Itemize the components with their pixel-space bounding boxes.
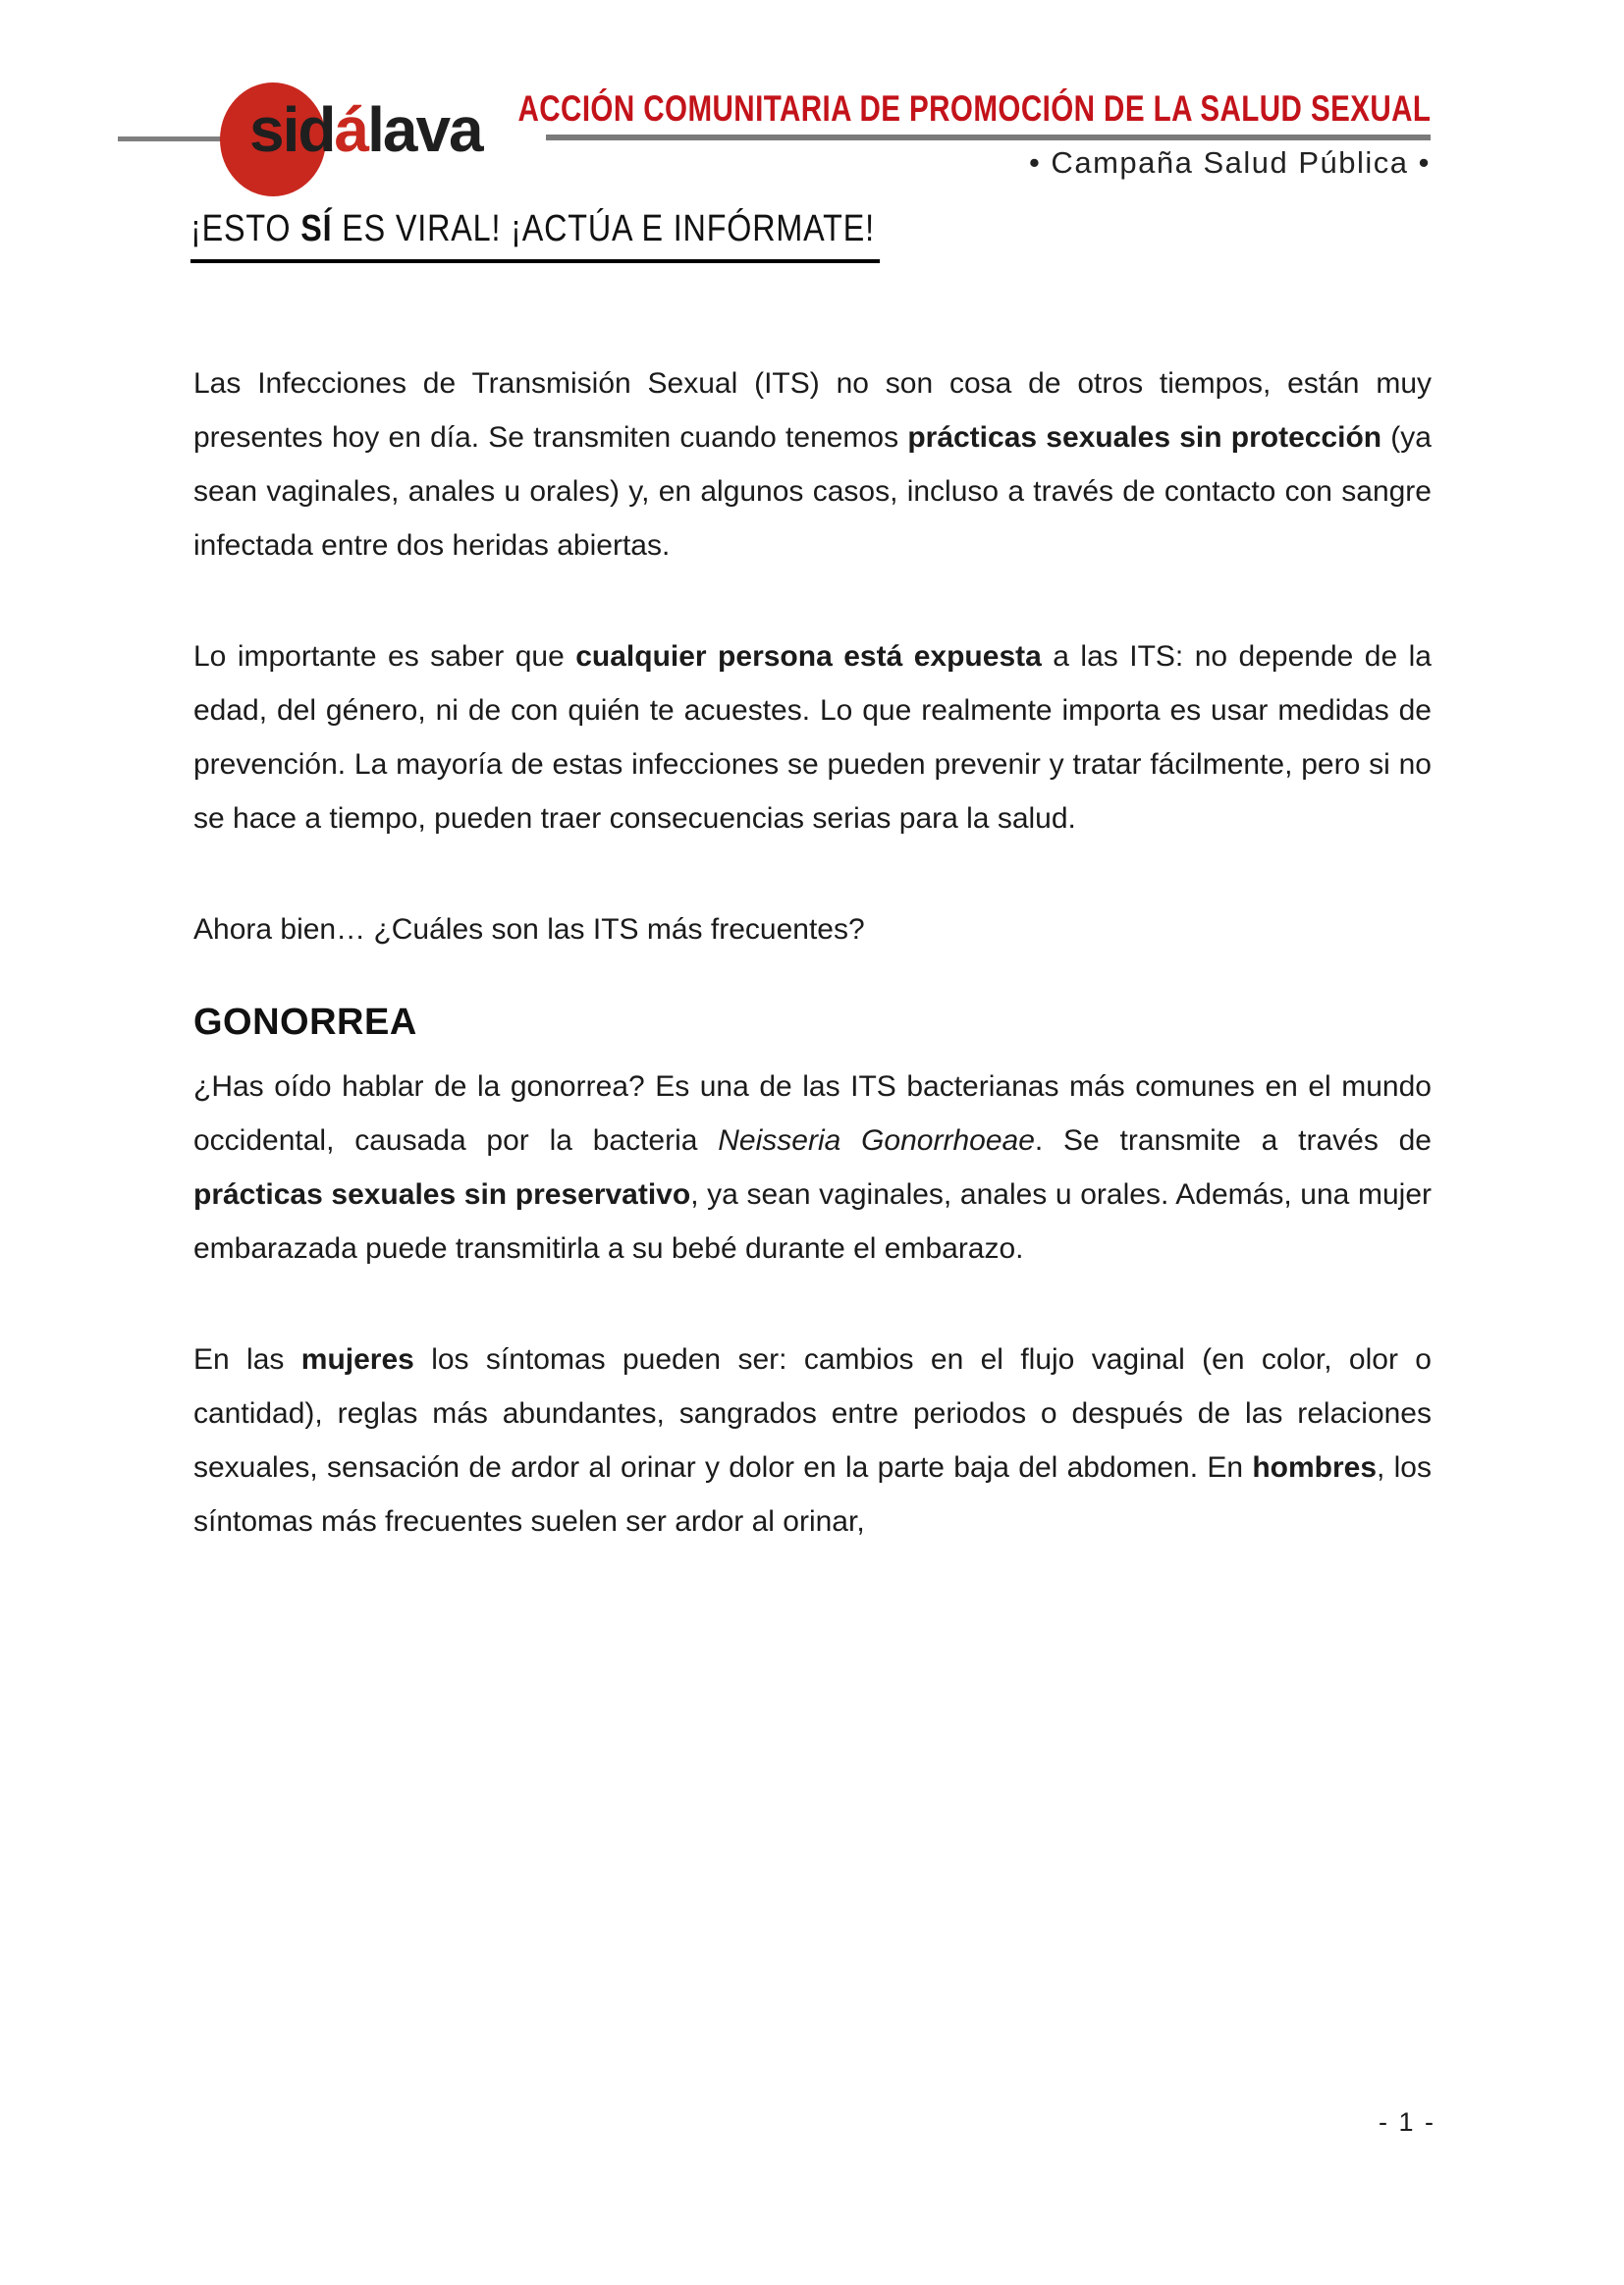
title-bold-segment: SÍ: [300, 208, 333, 249]
paragraph-text: a las ITS: no depende de la edad, del género, ni de con quién te acuestes. Lo que realmente importa es usar medidas de prevención. La mayoría de estas infecciones se pueden prevenir y tratar fácilmente, pero si no se hace a tiempo, pueden traer consecuencias serias para la salud.: [193, 640, 1432, 835]
logo-text-accent: á: [334, 94, 368, 165]
paragraph-text: . Se transmite a través de: [1034, 1124, 1432, 1157]
paragraph-text: En las: [193, 1343, 301, 1376]
paragraph-bold-text: cualquier persona está expuesta: [575, 640, 1042, 673]
paragraph-bold-text: prácticas sexuales sin preservativo: [193, 1178, 691, 1211]
paragraph-text: (ya sean vaginales, anales u orales) y, en algunos casos, incluso a través de contacto con sangre infectada entre dos heridas abiertas.: [193, 421, 1432, 562]
paragraph-prevention: [193, 629, 1432, 845]
paragraph-bold-text: prácticas sexuales sin protección: [907, 421, 1382, 454]
document-body: [193, 356, 1432, 1605]
paragraph-symptoms: [193, 1333, 1432, 1549]
logo-text-part3: lava: [367, 94, 482, 165]
logo-text-part1: sid: [249, 94, 335, 165]
paragraph-text: , los síntomas más frecuentes suelen ser ardor al orinar,: [193, 1451, 1432, 1538]
header-subtitle: • Campaña Salud Pública •: [1028, 145, 1431, 180]
paragraph-text: los síntomas pueden ser: cambios en el flujo vaginal (en color, olor o cantidad), reglas más abundantes, sangrados entre periodos o después de las relaciones sexuales, sensación de ardor al orinar y dolor en la parte baja del abdomen. En: [193, 1343, 1432, 1484]
paragraph-bold-text: mujeres: [300, 1343, 414, 1376]
paragraph-bold-text: hombres: [1252, 1451, 1378, 1484]
paragraph-italic-text: Neisseria Gonorrhoeae: [718, 1124, 1035, 1157]
sidalava-logo: [249, 94, 482, 165]
title-segment: ¡ESTO: [190, 208, 301, 249]
paragraph-question: Ahora bien… ¿Cuáles son las ITS más frecuentes?: [193, 913, 865, 946]
section-heading-gonorrea: GONORREA: [193, 1002, 417, 1043]
document-title: [190, 208, 880, 263]
paragraph-intro-its: [193, 356, 1432, 572]
logo-left-rule: [118, 136, 222, 141]
title-segment: ES VIRAL! ¡ACTÚA E INFÓRMATE!: [332, 208, 875, 249]
page-number: - 1 -: [1378, 2107, 1435, 2137]
paragraph-text: ¿Has oído hablar de la gonorrea? Es una de las ITS bacterianas más comunes en el mundo occidental, causada por la bacteria: [193, 1070, 1432, 1157]
paragraph-text: Lo importante es saber que: [193, 640, 576, 673]
paragraph-text: , ya sean vaginales, anales u orales. Además, una mujer embarazada puede transmitirla a su bebé durante el embarazo.: [193, 1178, 1432, 1265]
header-rule: [546, 135, 1431, 140]
paragraph-gonorrea-info: [193, 1060, 1432, 1276]
paragraph-text: Las Infecciones de Transmisión Sexual (ITS) no son cosa de otros tiempos, están muy presentes hoy en día. Se transmiten cuando tenemos: [193, 367, 1432, 454]
header-tagline: ACCIÓN COMUNITARIA DE PROMOCIÓN DE LA SALUD SEXUAL: [517, 88, 1431, 129]
